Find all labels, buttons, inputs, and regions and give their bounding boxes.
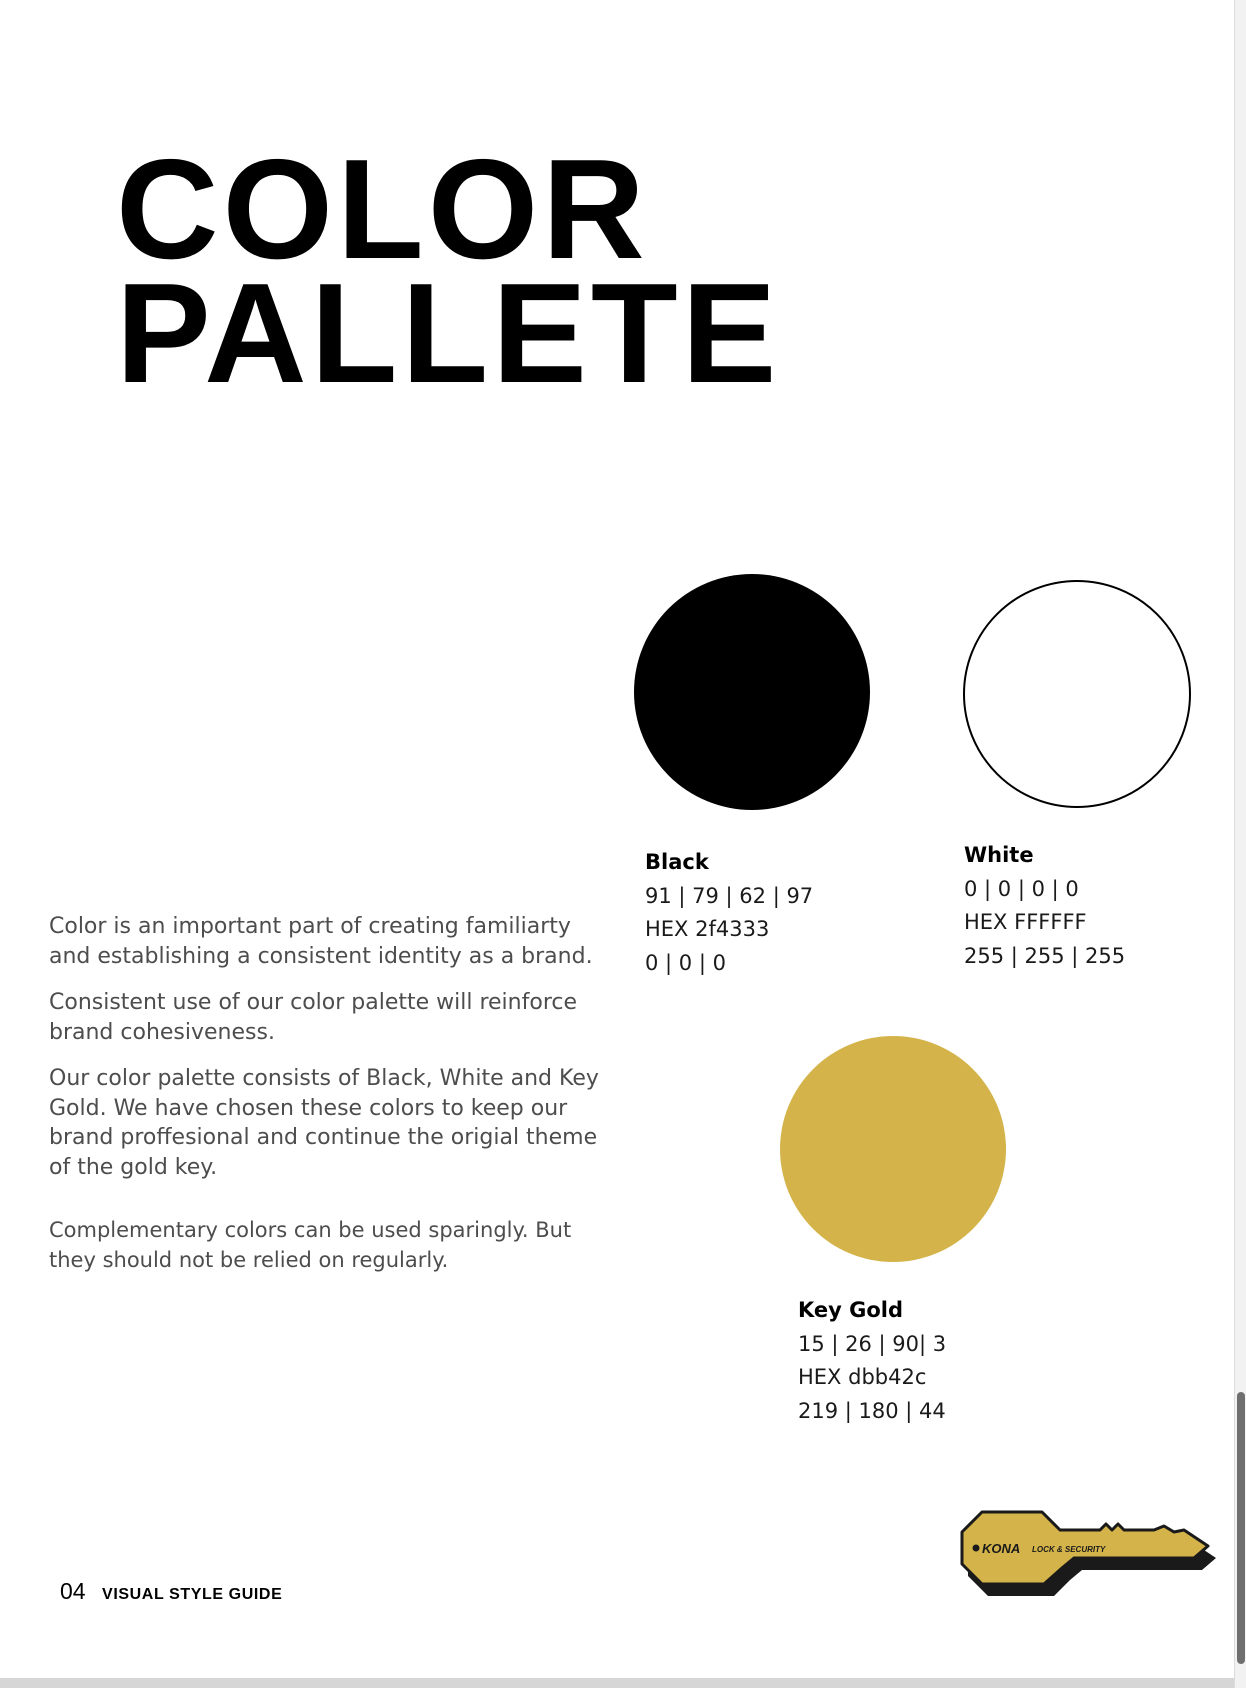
logo-tagline: LOCK & SECURITY [1032,1545,1106,1554]
color-name: Key Gold [798,1298,904,1322]
black-color-info [645,846,813,980]
color-hex: HEX 2f4333 [645,917,770,941]
page-title [116,130,781,413]
page-number: 04 [60,1578,86,1604]
key-gold-color-info [798,1294,946,1428]
color-name: Black [645,850,709,874]
page-title-line-1: COLOR [116,130,649,289]
intro-text [49,912,609,1292]
vertical-scrollbar[interactable] [1234,0,1246,1688]
color-cmyk: 91 | 79 | 62 | 97 [645,883,814,908]
color-name: White [964,843,1034,867]
scrollbar-thumb[interactable] [1237,1392,1245,1664]
key-hole-icon [973,1545,980,1552]
footer-label: VISUAL STYLE GUIDE [102,1586,283,1603]
color-hex: HEX dbb42c [798,1365,927,1389]
kona-key-logo [958,1500,1228,1624]
bottom-edge [0,1678,1234,1688]
intro-paragraph: Consistent use of our color palette will reinforce brand cohesiveness. [49,990,578,1045]
logo-brand: KONA [982,1541,1021,1556]
white-color-info [964,839,1125,973]
page-title-line-2: PALLETE [116,254,781,413]
color-cmyk: 0 | 0 | 0 | 0 [964,876,1079,901]
color-hex: HEX FFFFFF [964,910,1087,934]
black-swatch [634,574,870,810]
intro-paragraph: Our color palette consists of Black, White and Key Gold. We have chosen these colors to keep our brand proffesional and continue the origial theme of the gold key. [49,1066,599,1180]
intro-paragraph: Color is an important part of creating familiarty and establishing a consistent identity as a brand. [49,914,593,969]
color-rgb: 255 | 255 | 255 [964,943,1126,968]
complementary-note: Complementary colors can be used sparingly. But they should not be relied on regularly. [49,1218,572,1272]
color-cmyk: 15 | 26 | 90| 3 [798,1331,947,1356]
color-rgb: 219 | 180 | 44 [798,1398,946,1423]
color-rgb: 0 | 0 | 0 [645,950,726,975]
white-swatch [963,580,1191,808]
key-gold-swatch [780,1036,1006,1262]
page-footer [60,1578,282,1605]
